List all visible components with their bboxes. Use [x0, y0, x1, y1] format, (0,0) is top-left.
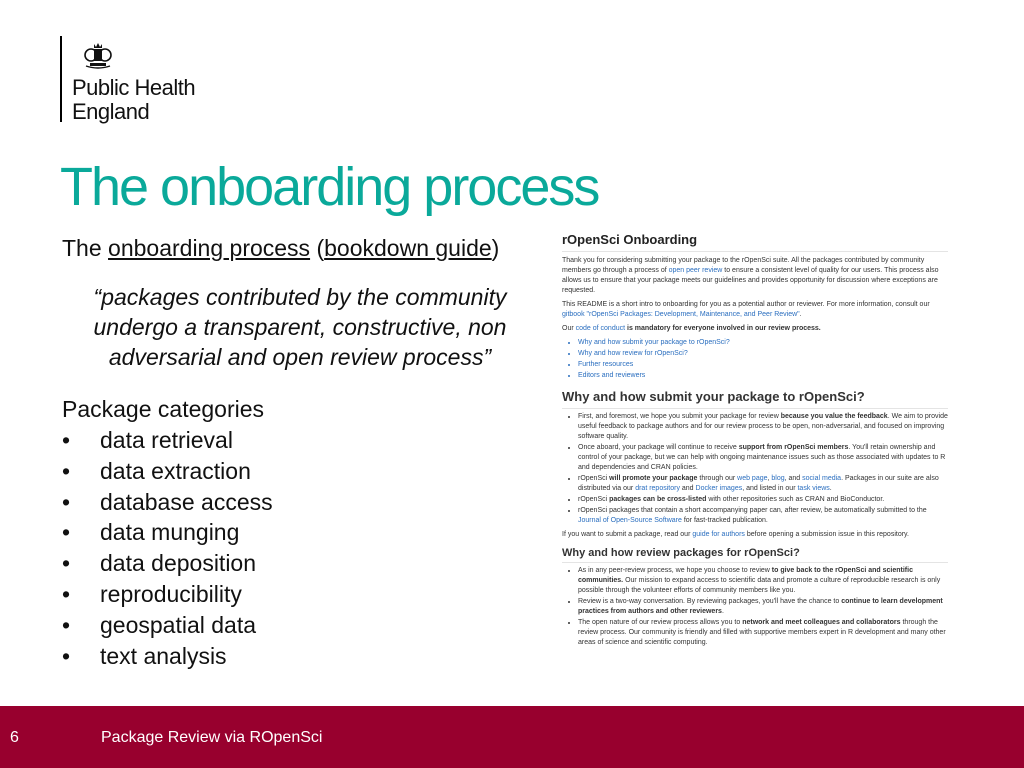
text: rOpenSci [578, 475, 610, 482]
text: through the review process. Our community is friendly and filled with supportive members expert in R development and many other areas of science and scientific computing. [578, 619, 946, 646]
readme-paragraph [562, 324, 948, 334]
text: The open nature of our review process allows you to [578, 619, 743, 626]
bullet: • [62, 488, 71, 515]
text: for fast-tracked publication. [681, 517, 768, 524]
bullet: • [62, 550, 71, 577]
text: will promote your package [609, 475, 698, 482]
gitbook-link[interactable]: gitbook "rOpenSci Packages: Development, Maintenance, and Peer Review" [562, 311, 800, 318]
org-name [72, 76, 195, 124]
intro-middle: ( [310, 235, 325, 261]
list-item [578, 618, 948, 648]
text: network and meet colleagues and collaborators [742, 619, 901, 626]
category-label: geospatial data [100, 611, 257, 638]
intro-prefix: The [62, 235, 109, 261]
onboarding-process-link[interactable]: onboarding process [108, 235, 311, 261]
categories-heading: Package categories [62, 396, 265, 422]
text: through our [697, 475, 738, 482]
category-label: data retrieval [100, 427, 233, 453]
list-item [578, 474, 948, 494]
intro-line [62, 235, 552, 262]
toc-list [562, 338, 948, 381]
category-label: text analysis [100, 642, 227, 669]
category-label: data extraction [100, 457, 251, 484]
text: As in any peer-review process, we hope you choose to review [578, 567, 772, 574]
task-views-link[interactable]: task views [797, 485, 830, 492]
section-list [562, 566, 948, 648]
social-media-link[interactable]: social media [802, 475, 842, 482]
readme-title: rOpenSci Onboarding [562, 232, 698, 247]
text: Once aboard, your package will continue to receive [578, 444, 739, 451]
org-name-line1: Public Health [72, 75, 196, 100]
list-item [578, 506, 948, 526]
text: with other repositories such as CRAN and BioConductor. [706, 496, 885, 503]
code-of-conduct-link[interactable]: code of conduct [575, 325, 626, 332]
section-heading: Why and how submit your package to rOpenSci? [562, 389, 948, 409]
readme-screenshot [562, 228, 948, 690]
text: , and [784, 475, 803, 482]
text: If you want to submit a package, read our [562, 531, 693, 538]
bullet: • [62, 642, 71, 669]
docker-images-link[interactable]: Docker images [695, 485, 743, 492]
list-item [578, 443, 948, 473]
footer-title: Package Review via ROpenSci [101, 729, 323, 746]
drat-repository-link[interactable]: drat repository [635, 485, 680, 492]
phe-logo [60, 36, 220, 124]
intro-suffix: ) [491, 235, 500, 261]
list-item [62, 425, 552, 456]
text: Thank you for considering submitting your package to the rOpenSci suite. All the packages contributed by community members go through a process of [562, 257, 925, 274]
footer-bar [0, 706, 1024, 768]
list-item [62, 579, 552, 610]
categories-list [62, 425, 552, 671]
text: Review is a two-way conversation. By reviewing packages, you'll have the chance to [578, 598, 842, 605]
bullet: • [62, 457, 71, 484]
slide-title: The onboarding process [60, 157, 599, 217]
bookdown-guide-link[interactable]: bookdown guide [324, 235, 492, 261]
list-item [62, 456, 552, 487]
text: . [721, 608, 724, 615]
text: because you value the feedback [780, 413, 888, 420]
list-item [578, 597, 948, 617]
text: continue to learn development practices from authors and other reviewers [578, 598, 943, 615]
open-peer-review-link[interactable]: open peer review [668, 267, 723, 274]
text: . [799, 311, 802, 318]
section-list [562, 412, 948, 526]
list-item [578, 412, 948, 442]
list-item [62, 610, 552, 641]
royal-crest-icon [82, 38, 114, 70]
toc-item[interactable]: • Further resources [578, 360, 948, 370]
text: . Packages in our suite are also distributed via our [578, 475, 939, 492]
readme-paragraph [562, 256, 948, 296]
toc-item[interactable]: • Editors and reviewers [578, 371, 948, 381]
text: before opening a submission issue in this repository. [744, 531, 909, 538]
page-number: 6 [10, 729, 19, 746]
web-page-link[interactable]: web page [737, 475, 768, 482]
text: is mandatory for everyone involved in our review process. [625, 325, 821, 332]
list-item [62, 517, 552, 548]
text: Our [562, 325, 576, 332]
text: This README is a short intro to onboarding for you as a potential author or reviewer. For more information, consult our [562, 301, 930, 308]
text: packages can be cross-listed [609, 496, 707, 503]
list-item [62, 487, 552, 518]
bullet: • [62, 519, 71, 546]
text: rOpenSci [578, 496, 610, 503]
text: First, and foremost, we hope you submit your package for review [578, 413, 781, 420]
guide-for-authors-link[interactable]: guide for authors [692, 531, 745, 538]
text: . [829, 485, 832, 492]
logo-divider [60, 36, 62, 122]
text: rOpenSci packages that contain a short accompanying paper can, after review, be automatically submitted to the [578, 507, 927, 514]
readme-paragraph [562, 300, 948, 320]
category-label: data munging [100, 519, 240, 546]
text: support from rOpenSci members [738, 444, 849, 451]
category-label: database access [100, 488, 273, 515]
text: to ensure a consistent level of quality for our users. This process also allows us to ensure that your package meets our guidelines and provides opportunity for discussion where exceptions are requested. [562, 267, 939, 294]
text: . You'll retain ownership and control of your package, but we can help with ongoing maintenance issues such as those associated with updates to R and dependencies and CRAN policies. [578, 444, 946, 471]
quote: “packages contributed by the community undergo a transparent, constructive, non adversarial and open review process” [93, 284, 507, 370]
divider [562, 251, 948, 252]
category-label: data deposition [100, 550, 257, 577]
toc-item[interactable]: • Why and how review for rOpenSci? [578, 349, 948, 359]
blog-link[interactable]: blog [771, 475, 785, 482]
list-item [578, 495, 948, 505]
bullet: • [62, 427, 71, 453]
bullet: • [62, 611, 71, 638]
text: and [679, 485, 696, 492]
joss-link[interactable]: Journal of Open-Source Software [578, 517, 682, 524]
text: , and listed in our [742, 485, 798, 492]
bullet: • [62, 580, 71, 607]
list-item [62, 548, 552, 579]
list-item [578, 566, 948, 596]
text: , [767, 475, 772, 482]
left-content [62, 235, 552, 671]
readme-paragraph [562, 530, 948, 540]
text: . We aim to provide useful feedback to package authors and for our review process to be open, non-adversarial, and focused on improving software quality. [578, 413, 948, 440]
text: Our mission to expand access to scientific data and promote a culture of reproducible research is only possible through the volunteer efforts of community members like you. [578, 577, 941, 594]
section-heading: Why and how review packages for rOpenSci? [562, 546, 948, 563]
toc-item[interactable]: • Why and how submit your package to rOpenSci? [578, 338, 948, 348]
text: to give back to the rOpenSci and scientific communities. [578, 567, 913, 584]
category-label: reproducibility [100, 580, 242, 607]
list-item [62, 641, 552, 672]
org-name-line2: England [72, 99, 150, 124]
